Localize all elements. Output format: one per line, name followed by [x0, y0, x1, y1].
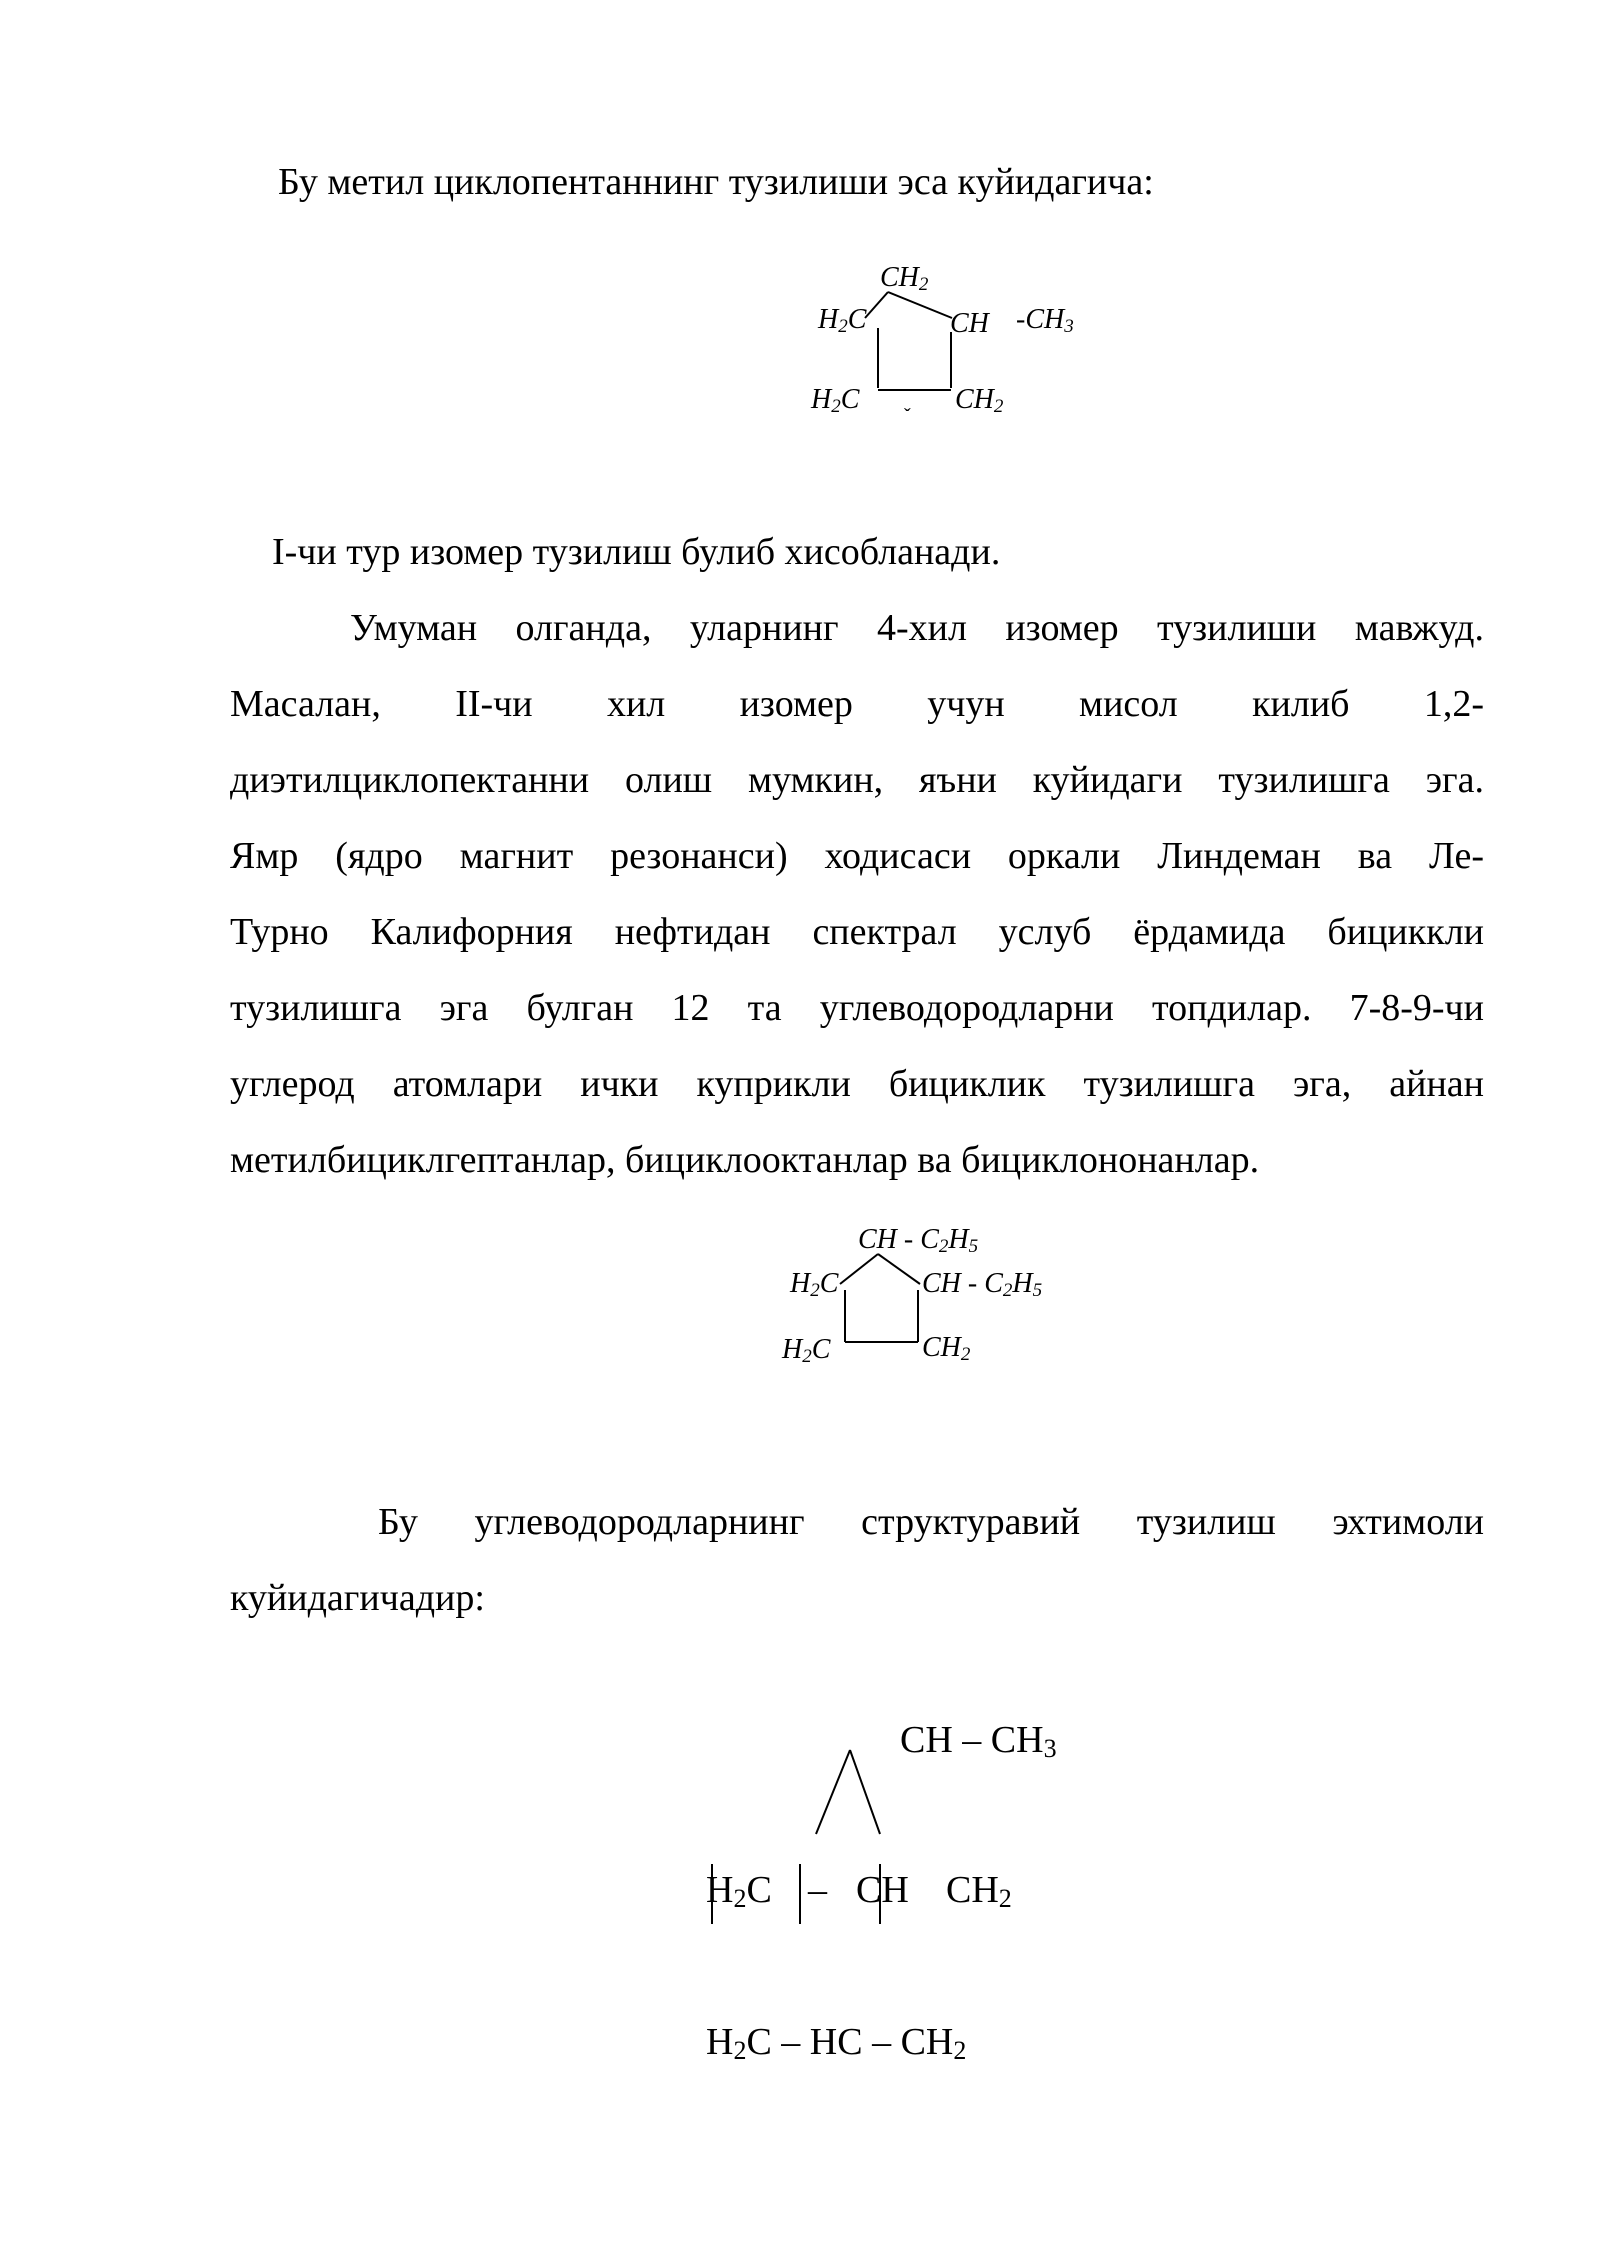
- f3-mid-dash: –: [808, 1869, 827, 1911]
- body-line-5: Турно Калифорния нефтидан спектрал услуб ёрдамида бициккли: [230, 911, 1484, 953]
- f3-bond-right-diag: [850, 1750, 880, 1834]
- f1-left-lower-label: $H_2C$: [811, 384, 860, 417]
- body-line-4: Ямр (ядро магнит резонанси) ходисаси оркали Линдеман ва Ле-: [230, 835, 1484, 877]
- body-line-2: Масалан, II-чи хил изомер учун мисол килиб 1,2-: [230, 683, 1484, 725]
- f1-bond-left-diag: [865, 292, 888, 318]
- f2-bond-left-diag: [840, 1254, 878, 1284]
- f1-left-upper-label: $H_2C$: [818, 304, 867, 337]
- f2-bond-right-diag: [878, 1254, 920, 1284]
- body-line-6: тузилишга эга булган 12 та углеводородларни топдилар. 7-8-9-чи: [230, 987, 1484, 1029]
- f1-right-upper-label: CH: [950, 308, 989, 339]
- body-line-7: углерод атомлари ички куприкли бициклик тузилишга эга, айнан: [230, 1063, 1484, 1105]
- f3-top-label: CH – $CH_3$: [900, 1719, 1057, 1763]
- f1-bond-right-diag: [888, 292, 952, 318]
- f2-left-upper-label: $H_2C$: [790, 1268, 839, 1301]
- f1-substituent-label: $-CH_3$: [1016, 304, 1074, 337]
- paragraph-type1: I-чи тур изомер тузилиш булиб хисобланади.: [272, 531, 1001, 573]
- f2-right-upper-label: CH - $C_2H_5$: [922, 1268, 1043, 1301]
- body-line-3: диэтилциклопектанни олиш мумкин, яъни куйидаги тузилишга эга.: [230, 759, 1484, 801]
- struct-line-1: Бу углеводородларнинг структуравий тузилиш эхтимоли: [378, 1501, 1484, 1543]
- paragraph-intro: Бу метил циклопентаннинг тузилиши эса куйидагича:: [278, 161, 1154, 203]
- f1-top-label: $CH_2$: [880, 262, 929, 295]
- f3-bond-left-diag: [816, 1750, 850, 1834]
- f1-right-lower-label: $CH_2$: [955, 384, 1004, 417]
- f2-right-lower-label: $CH_2$: [922, 1332, 971, 1365]
- f1-bottom-mark: ˇ: [904, 405, 911, 427]
- f3-mid-left-label: $H_2C$: [706, 1869, 772, 1913]
- body-line-8: метилбициклгептанлар, бициклооктанлар ва бициклононанлар.: [230, 1139, 1260, 1181]
- struct-line-2: куйидагичадир:: [230, 1577, 485, 1619]
- f3-mid-center-label: CH: [856, 1869, 909, 1911]
- f2-top-label: CH - $C_2H_5$: [858, 1224, 979, 1257]
- body-line-1: Умуман олганда, уларнинг 4-хил изомер тузилиши мавжуд.: [350, 607, 1484, 649]
- f2-left-lower-label: $H_2C$: [782, 1334, 831, 1367]
- f3-bottom-label: $H_2C$ – HC – $CH_2$: [706, 2021, 967, 2065]
- f3-mid-right-label: $CH_2$: [946, 1869, 1012, 1913]
